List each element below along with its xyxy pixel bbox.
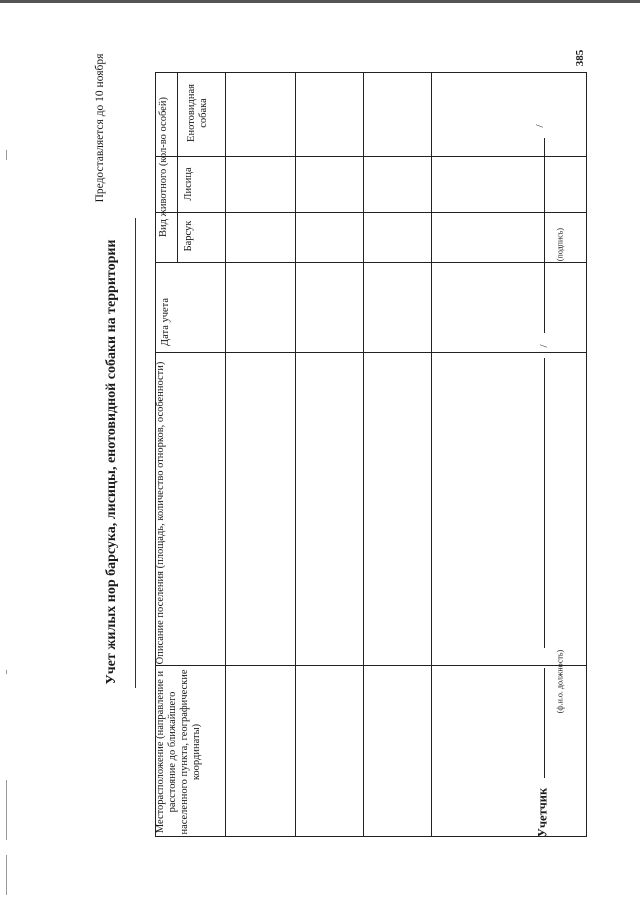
form-title: Учет жилых нор барсука, лисицы, енотовидной собаки на территории xyxy=(104,239,119,685)
column-separator xyxy=(155,212,587,213)
margin-mark xyxy=(6,780,7,840)
row-separator xyxy=(431,72,432,837)
signer-label: Учетчик xyxy=(535,787,550,838)
header-location: Месторасположение (направление и расстояние до ближайшего населенного пункта, географические координаты) xyxy=(155,669,202,835)
header-description: Описание поселения (площадь, количество отнорков, особенности) xyxy=(155,361,166,665)
margin-mark xyxy=(6,670,7,674)
separator-slash: / xyxy=(538,344,550,348)
margin-mark xyxy=(6,150,7,160)
row-separator xyxy=(363,72,364,837)
title-underline xyxy=(135,218,136,688)
page-number: 385 xyxy=(574,49,586,67)
column-separator xyxy=(155,262,587,263)
name-line[interactable] xyxy=(544,668,545,778)
row-3-location-cell[interactable] xyxy=(393,729,407,749)
row-separator xyxy=(295,72,296,837)
margin-mark xyxy=(6,855,7,895)
table-border-top xyxy=(155,72,587,73)
header-date: Дата учета xyxy=(160,297,171,347)
header-species-group: Вид животного (кол-во особей) xyxy=(158,97,169,237)
column-separator xyxy=(155,156,587,157)
species-group-separator xyxy=(177,72,178,262)
deadline-note: Предоставляется до 10 ноября xyxy=(94,53,106,203)
table-border-right xyxy=(586,72,587,837)
species-group-separator xyxy=(155,212,156,262)
separator-slash: / xyxy=(534,124,546,128)
signature-hint: (подпись) xyxy=(555,227,565,262)
row-1-location-cell[interactable] xyxy=(253,729,267,749)
census-table xyxy=(155,72,587,837)
name-hint: (ф.и.о. должность) xyxy=(555,649,565,714)
header-fox: Лисица xyxy=(183,167,194,201)
name-line[interactable] xyxy=(544,358,545,648)
top-border xyxy=(0,0,640,3)
signature-line[interactable] xyxy=(544,138,545,333)
row-2-location-cell[interactable] xyxy=(323,729,337,749)
header-raccoon-dog: Енотовидная собака xyxy=(186,84,209,142)
header-separator xyxy=(225,72,226,837)
header-badger: Барсук xyxy=(183,220,194,252)
